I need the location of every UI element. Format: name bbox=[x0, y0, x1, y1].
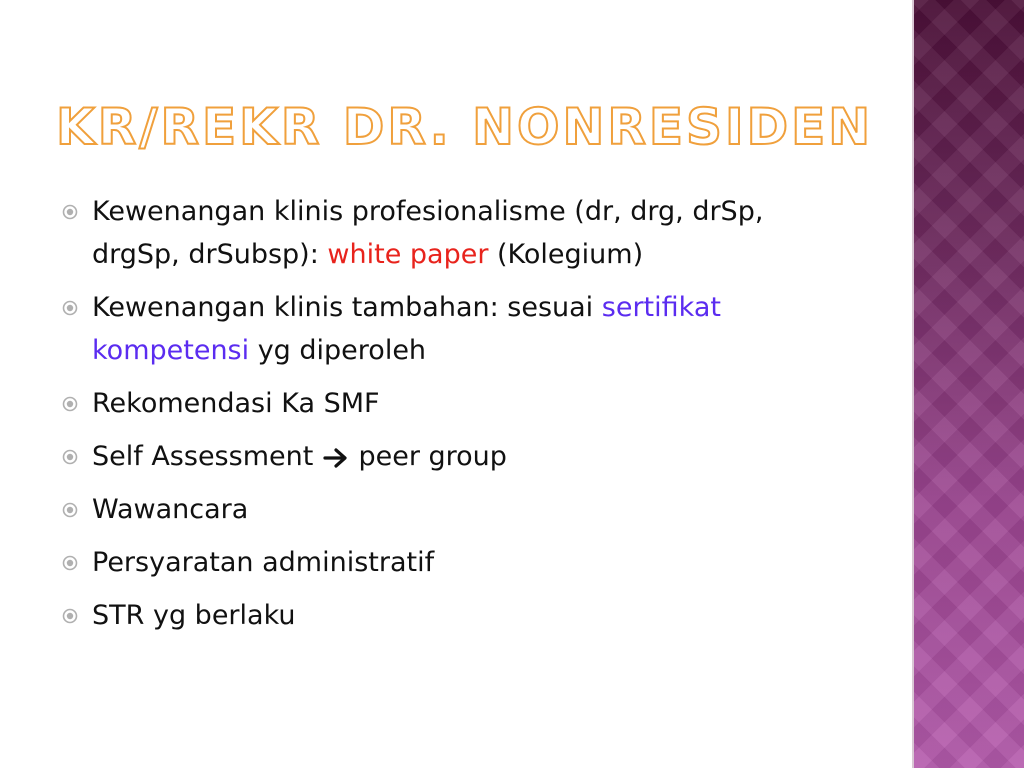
bullet-text: Rekomendasi Ka SMF bbox=[92, 388, 380, 419]
circled-dot-icon bbox=[62, 396, 78, 412]
bullet-text: yg diperoleh bbox=[249, 335, 427, 366]
circled-dot-icon bbox=[62, 449, 78, 465]
bullet-item bbox=[62, 594, 852, 637]
bullet-text: Kewenangan klinis tambahan: sesuai bbox=[92, 292, 602, 323]
right-arrow-icon bbox=[322, 446, 350, 470]
slide-title: KR/REKR DR. NONRESIDEN bbox=[56, 98, 874, 156]
bullet-text: (Kolegium) bbox=[488, 239, 644, 270]
circled-dot-icon bbox=[62, 555, 78, 571]
highlight-sertifikat-kompetensi: sertifikat kompetensi bbox=[92, 292, 721, 366]
bullet-text: Persyaratan administratif bbox=[92, 547, 435, 578]
bullet-item bbox=[62, 190, 852, 276]
bullet-text: STR yg berlaku bbox=[92, 600, 296, 631]
bullet-text: Wawancara bbox=[92, 494, 249, 525]
bullet-item bbox=[62, 541, 852, 584]
bullet-item bbox=[62, 488, 852, 531]
bullet-text: Kewenangan klinis profesionalisme (dr, drg, drSp, drgSp, drSubsp): bbox=[92, 196, 764, 270]
bullet-item bbox=[62, 286, 852, 372]
circled-dot-icon bbox=[62, 204, 78, 220]
bullet-text: peer group bbox=[349, 441, 507, 472]
bullet-text: Self Assessment bbox=[92, 441, 322, 472]
bullet-item bbox=[62, 382, 852, 425]
bullet-list bbox=[62, 190, 852, 647]
bullet-item bbox=[62, 435, 852, 478]
circled-dot-icon bbox=[62, 300, 78, 316]
circled-dot-icon bbox=[62, 608, 78, 624]
circled-dot-icon bbox=[62, 502, 78, 518]
highlight-white-paper: white paper bbox=[327, 239, 489, 270]
decorative-side-band bbox=[912, 0, 1024, 768]
